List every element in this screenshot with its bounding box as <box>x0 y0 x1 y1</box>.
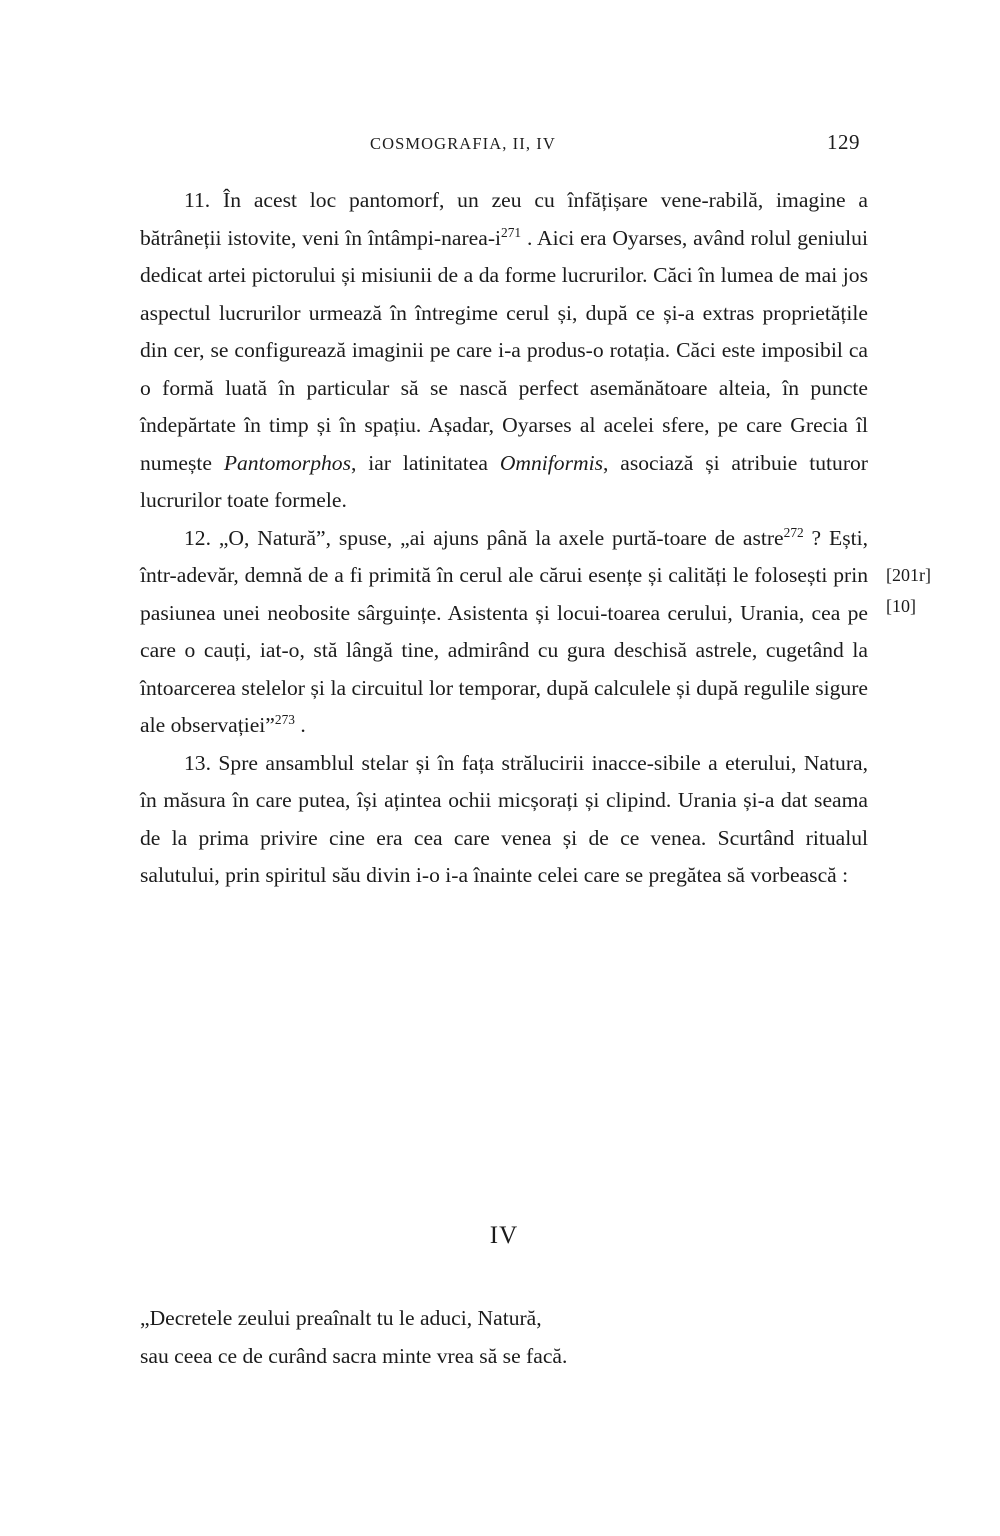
paragraph-block-12 <box>140 520 868 745</box>
verse-line: „Decretele zeului preaînalt tu le aduci, Natură, <box>140 1306 542 1330</box>
paragraph-13: 13. Spre ansamblul stelar și în fața strălucirii inacce-sibile a eterului, Natura, în măsura în care putea, își ațintea ochii micșorați și clipind. Urania și-a dat seama de la prima privire cine era cea care venea și de ce venea. Scurtând ritualul salutului, prin spiritul său divin i-o i-a înainte celei care se pregătea să vorbească : <box>140 750 868 887</box>
paragraph-block-13 <box>140 745 868 895</box>
section-number: IV <box>489 1222 519 1249</box>
page-number: 129 <box>827 130 860 154</box>
paragraph-11: 11. În acest loc pantomorf, un zeu cu înfățișare vene-rabilă, imagine a bătrâneții istovite, veni în întâmpi-$narea-i^{271}$ . Aici era Oyarses, având rolul geniului dedicat artei pictorului și misiunii de a da forme lucrurilor. Căci în lumea de mai jos aspectul lucrurilor urmează în întregime cerul și, după ce și-a extras proprietățile din cer, se configurează imaginii pe care i-a produs-o rotația. Căci este imposibil ca o formă luată în particular să se nască perfect asemănătoare alteia, în puncte îndepărtate în timp și în spațiu. Așadar, Oyarses al acelei sfere, pe care Grecia îl numește Pantomorphos, iar latinitatea Omniformis, asociază și atribuie tuturor lucrurilor toate formele. <box>140 188 868 512</box>
margin-note-folio: [201r] <box>886 565 931 585</box>
verse-line: sau ceea ce de curând sacra minte vrea să se facă. <box>140 1343 568 1368</box>
margin-notes <box>886 560 986 622</box>
running-title: COSMOGRAFIA, II, IV <box>370 134 556 153</box>
running-head <box>140 130 860 155</box>
paragraph-block-11 <box>140 182 868 520</box>
verse-block <box>140 1300 868 1375</box>
margin-note-section: [10] <box>886 596 916 616</box>
paragraph-12: 12. „O, Natură”, spuse, „ai ajuns până la axele purtă-toare de astre$^{272}$ ? Ești, într-adevăr, demnă de a fi primită în cerul ale cărui esențe și calități le folosești prin pasiunea unei neobosite sârguințe. Asistenta și locui-toarea cerului, Urania, cea pe care o cauți, iat-o, stă lângă tine, admirând cu gura deschisă astrele, cugetând la întoarcerea stelelor și la circuitul lor temporar, după calculele și după regulile sigure ale observației”$^{273}$ . <box>140 524 868 737</box>
body-column <box>140 182 868 1368</box>
